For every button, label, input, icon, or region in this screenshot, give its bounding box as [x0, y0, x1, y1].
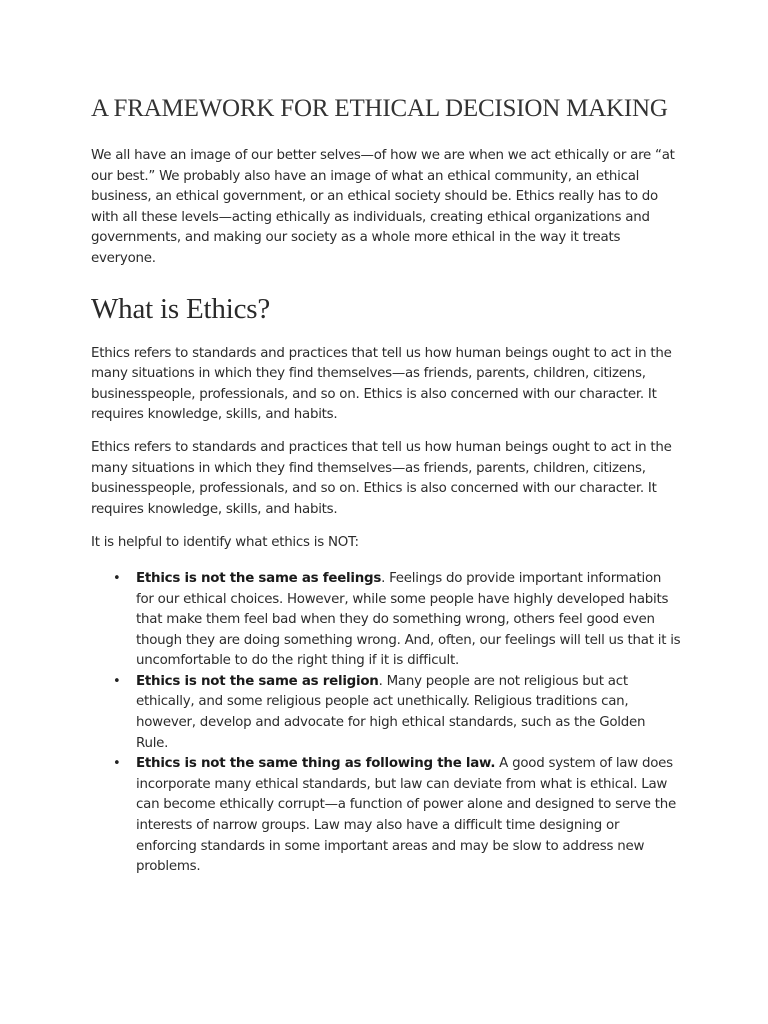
list-item-lead: Ethics is not the same as feelings — [136, 570, 382, 586]
document-content — [91, 93, 681, 878]
list-intro-paragraph: It is helpful to identify what ethics is NOT: — [91, 535, 359, 551]
ethics-definition-paragraph-repeat: Ethics refers to standards and practices that tell us how human beings ought to act in the many situations in which they find themselves—as friends, parents, children, citizens, businesspeople, professionals, and so on. Ethics is also concerned with our character. It requires knowledge, skills, and habits. — [91, 439, 672, 517]
section-heading: What is Ethics? — [91, 292, 271, 325]
list-item-lead: Ethics is not the same thing as following the law. — [136, 756, 496, 772]
list-item-text: . Feelings do provide important information for our ethical choices. However, while some people have highly developed habits that make them feel bad when they do something wrong, others feel good even though they are doing something wrong. And, often, our feelings will tell us that it is uncomfortable to do the right thing if it is difficult. — [136, 570, 681, 669]
list-item-lead: Ethics is not the same as religion — [136, 673, 379, 689]
list-item — [91, 754, 681, 878]
document-title: A FRAMEWORK FOR ETHICAL DECISION MAKING — [91, 95, 668, 122]
intro-paragraph: We all have an image of our better selves—of how we are when we act ethically or are “at our best.” We probably also have an image of what an ethical community, an ethical business, an ethical government, or an ethical society should be. Ethics really has to do with all these levels—acting ethically as individuals, creating ethical organizations and governments, and making our society as a whole more ethical in the way it treats everyone. — [91, 148, 675, 266]
list-item — [91, 569, 681, 672]
bullet-icon: • — [113, 756, 121, 772]
ethics-definition-paragraph: Ethics refers to standards and practices that tell us how human beings ought to act in the many situations in which they find themselves—as friends, parents, children, citizens, businesspeople, professionals, and so on. Ethics is also concerned with our character. It requires knowledge, skills, and habits. — [91, 345, 672, 423]
bullet-icon: • — [113, 673, 121, 689]
list-item-text: A good system of law does incorporate many ethical standards, but law can deviate from what is ethical. Law can become ethically corrupt—a function of power alone and designed to serve the interests of narrow groups. Law may also have a difficult time designing or enforcing standards in some important areas and may be slow to address new problems. — [136, 756, 676, 875]
list-item — [91, 672, 681, 754]
ethics-is-not-list — [91, 569, 681, 878]
list-item-text: . Many people are not religious but act ethically, and some religious people act unethically. Religious traditions can, however, develop and advocate for high ethical standards, such as the Golden Rule. — [136, 673, 646, 751]
bullet-icon: • — [113, 570, 121, 586]
